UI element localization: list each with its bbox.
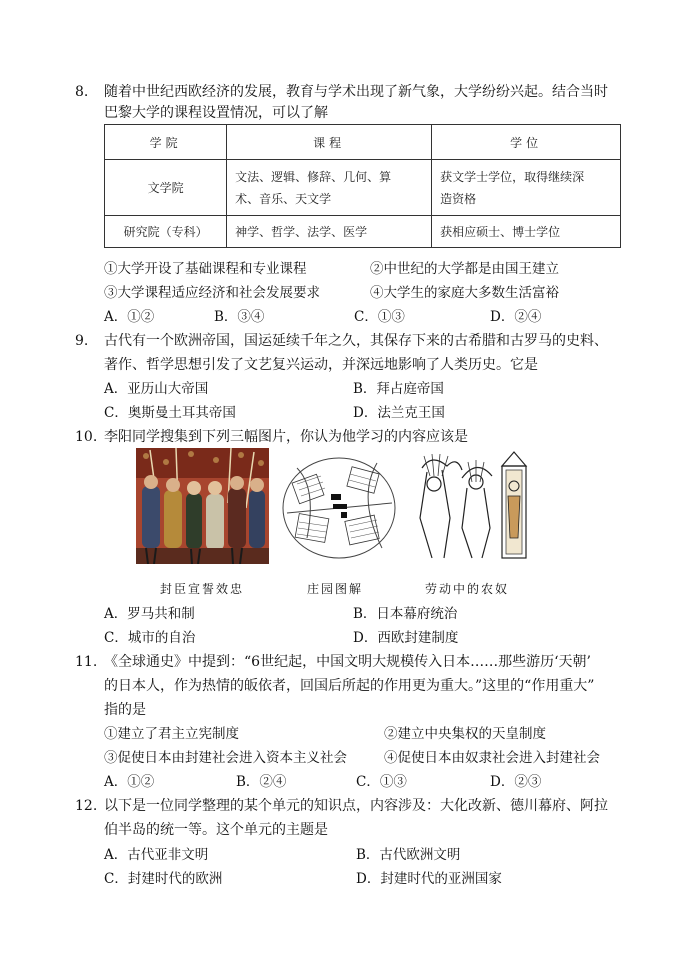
q8-option-b[interactable]: B．③④: [214, 309, 265, 325]
course-line: 术、音乐、天文学: [235, 191, 332, 206]
table-cell-college: 研究院（专科）: [105, 216, 227, 248]
q12-stem-line1: 以下是一位同学整理的某个单元的知识点，内容涉及：大化改新、德川幕府、阿拉: [104, 798, 608, 814]
q11-option-c[interactable]: C．①③: [356, 774, 407, 790]
q8-stem-line2: 巴黎大学的课程设置情况，可以了解: [104, 105, 328, 121]
q12-option-d[interactable]: D．封建时代的亚洲国家: [356, 871, 502, 887]
q12-option-b[interactable]: B．古代欧洲文明: [356, 847, 461, 863]
degree-line: 造资格: [440, 191, 477, 206]
q12-option-a[interactable]: A．古代亚非文明: [104, 847, 209, 863]
q9-stem-line2: 著作、哲学思想引发了文艺复兴运动，并深远地影响了人类历史。它是: [104, 357, 538, 373]
q8-statement-2: ②中世纪的大学都是由国王建立: [370, 261, 559, 277]
q10-option-b[interactable]: B．日本幕府统治: [353, 606, 458, 622]
table-cell-degree: 获相应硕士、博士学位: [432, 216, 621, 248]
q12-stem-line2: 伯半岛的统一等。这个单元的主题是: [104, 822, 328, 838]
q11-option-b[interactable]: B．②④: [236, 774, 287, 790]
q11-option-a[interactable]: A．①②: [104, 774, 155, 790]
q8-number: 8.: [75, 84, 89, 100]
q11-option-d[interactable]: D．②③: [490, 774, 542, 790]
table-row: [105, 216, 621, 248]
q8-stem-line1: 随着中世纪西欧经济的发展，教育与学术出现了新气象，大学纷纷兴起。结合当时: [104, 84, 608, 100]
q8-statement-1: ①大学开设了基础课程和专业课程: [104, 261, 307, 277]
q10-option-c[interactable]: C．城市的自治: [104, 630, 196, 646]
q9-option-b[interactable]: B．拜占庭帝国: [353, 381, 444, 397]
q8-option-d[interactable]: D．②④: [490, 309, 542, 325]
q10-stem-line1: 李阳同学搜集到下列三幅图片，你认为他学习的内容应该是: [104, 429, 468, 445]
q8-statement-3: ③大学课程适应经济和社会发展要求: [104, 285, 320, 301]
serfs-at-work-illustration: [402, 448, 534, 564]
course-table: [104, 124, 621, 248]
q8-option-a[interactable]: A．①②: [104, 309, 155, 325]
table-cell-course: 神学、哲学、法学、医学: [227, 216, 432, 248]
table-cell-course: [227, 160, 432, 216]
course-line: 文法、逻辑、修辞、几何、算: [235, 169, 392, 184]
table-cell-degree: [432, 160, 621, 216]
q10-option-a[interactable]: A．罗马共和制: [104, 606, 195, 622]
table-header-degree: 学位: [432, 125, 621, 160]
q9-option-d[interactable]: D．法兰克王国: [353, 405, 445, 421]
q11-stem-line3: 指的是: [104, 702, 146, 718]
caption-manor-diagram: 庄园图解: [307, 582, 364, 596]
q11-number: 11.: [75, 654, 98, 670]
q10-number: 10.: [75, 429, 98, 445]
table-header-course: 课程: [227, 125, 432, 160]
q12-option-c[interactable]: C．封建时代的欧洲: [104, 871, 223, 887]
table-row: [105, 160, 621, 216]
table-header-row: [105, 125, 621, 160]
table-cell-college: 文学院: [105, 160, 227, 216]
q11-statement-4: ④促使日本由奴隶社会进入封建社会: [384, 750, 600, 766]
manor-diagram: [277, 448, 402, 564]
caption-vassal-oath: 封臣宣誓效忠: [160, 582, 245, 596]
q11-stem-line1: 《全球通史》中提到：“6世纪起，中国文明大规模传入日本……那些游历‘天朝’: [104, 654, 591, 670]
q12-number: 12.: [75, 798, 98, 814]
table-header-college: 学院: [105, 125, 227, 160]
q8-statement-4: ④大学生的家庭大多数生活富裕: [370, 285, 559, 301]
q11-stem-line2: 的日本人，作为热情的皈依者，回国后所起的作用更为重大。”这里的“作用重大”: [104, 678, 595, 694]
q9-stem-line1: 古代有一个欧洲帝国，国运延续千年之久，其保存下来的古希腊和古罗马的史料、: [104, 333, 608, 349]
q9-option-a[interactable]: A．亚历山大帝国: [104, 381, 209, 397]
vassal-oath-painting: [136, 448, 269, 564]
q10-option-d[interactable]: D．西欧封建制度: [353, 630, 459, 646]
caption-serfs-at-work: 劳动中的农奴: [425, 582, 510, 596]
degree-line: 获文学士学位，取得继续深: [440, 169, 585, 184]
q8-option-c[interactable]: C．①③: [354, 309, 405, 325]
q11-statement-1: ①建立了君主立宪制度: [104, 726, 239, 742]
q9-number: 9.: [75, 333, 89, 349]
q9-option-c[interactable]: C．奥斯曼土耳其帝国: [104, 405, 236, 421]
q11-statement-3: ③促使日本由封建社会进入资本主义社会: [104, 750, 347, 766]
q11-statement-2: ②建立中央集权的天皇制度: [384, 726, 546, 742]
